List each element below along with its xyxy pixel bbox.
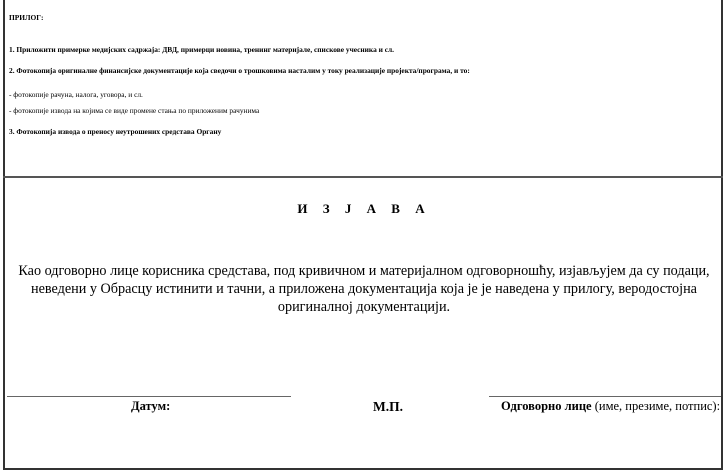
- stamp-label: [373, 399, 403, 415]
- section-divider: [3, 176, 723, 178]
- stamp-label-text: М.П.: [373, 399, 403, 414]
- date-label: [131, 399, 170, 414]
- attachments-heading: ПРИЛОГ:: [9, 13, 44, 22]
- responsible-person-label: [501, 399, 720, 414]
- attachment-subitem-2: - фотокопије извода на којима се виде промене стања по приложеним рачунима: [9, 106, 260, 115]
- attachment-item-1: 1. Приложити примерке медијских садржаја: ДВД, примерци новина, тренинг материјале, спискове учесника и сл.: [9, 45, 394, 54]
- statement-body: Као одговорно лице корисника средстава, под кривичном и материјалном одговорношћу, изјављујем да су подаци, неведени у Обрасцу истинити и тачни, а приложена документација која је је наведена у прилогу, веродостојна оригиналној документацији.: [18, 263, 710, 315]
- attachment-subitem-1: - фотокопије рачуна, налога, уговора, и сл.: [9, 90, 143, 99]
- responsible-hint-text: (име, презиме, потпис):: [591, 399, 721, 413]
- date-label-text: Датум:: [131, 399, 171, 413]
- responsible-label-text: Одговорно лице: [501, 399, 592, 413]
- date-signature-line: [7, 396, 291, 397]
- attachment-item-3: 3. Фотокопија извода о преносу неутрошених средстава Органу: [9, 127, 222, 136]
- responsible-signature-line: [489, 396, 721, 397]
- attachment-item-2: 2. Фотокопија оригиналне финансијске документације која сведочи о трошковима насталим у току реализације пројекта/програма, и то:: [9, 66, 470, 75]
- statement-title: И З Ј А В А: [297, 201, 431, 216]
